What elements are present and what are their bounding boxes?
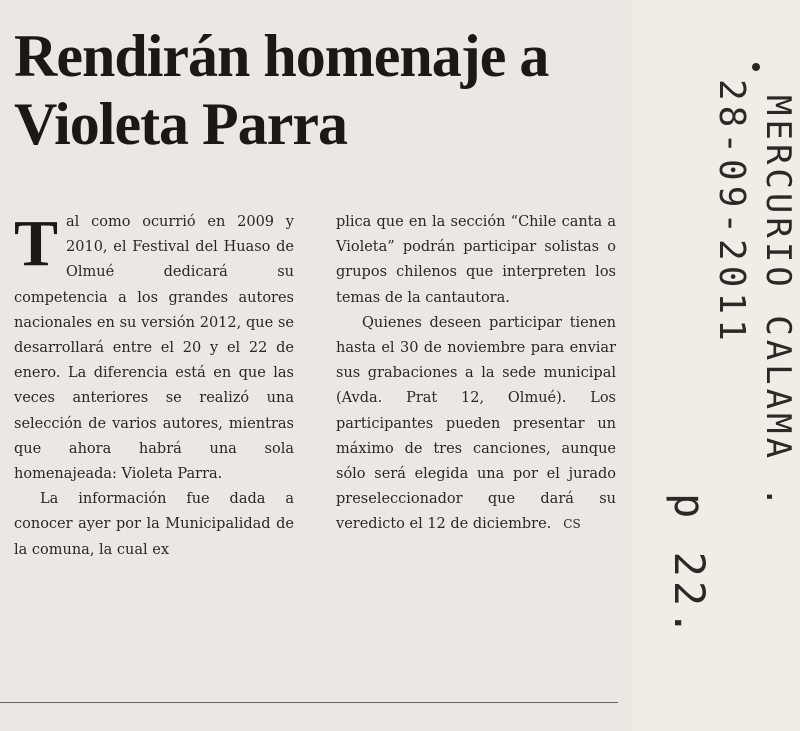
article-paragraph (14, 207, 294, 487)
author-initials: CS (563, 517, 581, 532)
bottom-divider (0, 702, 618, 703)
handwritten-date: 28-09-2011 (711, 79, 752, 346)
paragraph-text: al como ocurrió en 2009 y 2010, el Festival del Huaso de Olmué dedicará su competencia a los grandes autores nacionales en su versión 2012, que se desarrollará entre el 20 y el 22 de enero. La diferencia está en que las veces anteriores se realizó una selección de varios autores, mientras que ahora habrá una sola homenajeada: Violeta Parra. (14, 214, 294, 483)
drop-cap: T (14, 207, 59, 280)
handwritten-source: MERCURIO CALAMA . (758, 95, 798, 511)
ink-dot (752, 63, 760, 71)
handwritten-page: p 22. (665, 493, 714, 640)
article-paragraph: plica que en la sección “Chile canta a Violeta” podrán participar solistas o grupos chilenos que interpreten los temas de la cantautora. (336, 214, 616, 306)
handwritten-annotation (648, 55, 798, 705)
article-paragraph (336, 311, 616, 538)
paragraph-text: Quienes deseen participar tienen hasta el 30 de noviembre para enviar sus grabaciones a la sede municipal (Avda. Prat 12, Olmué). Los participantes pueden presentar un máximo de tres canciones, aunque sólo será elegida una por el jurado preseleccionador que dará su veredicto el 12 de diciembre. (336, 314, 616, 533)
article-headline: Rendirán homenaje a Violeta Parra (14, 23, 549, 157)
article-column-1 (14, 207, 294, 563)
article-column-2 (336, 210, 616, 538)
article-paragraph: La información fue dada a conocer ayer por la Municipalidad de la comuna, la cual ex (14, 491, 294, 558)
